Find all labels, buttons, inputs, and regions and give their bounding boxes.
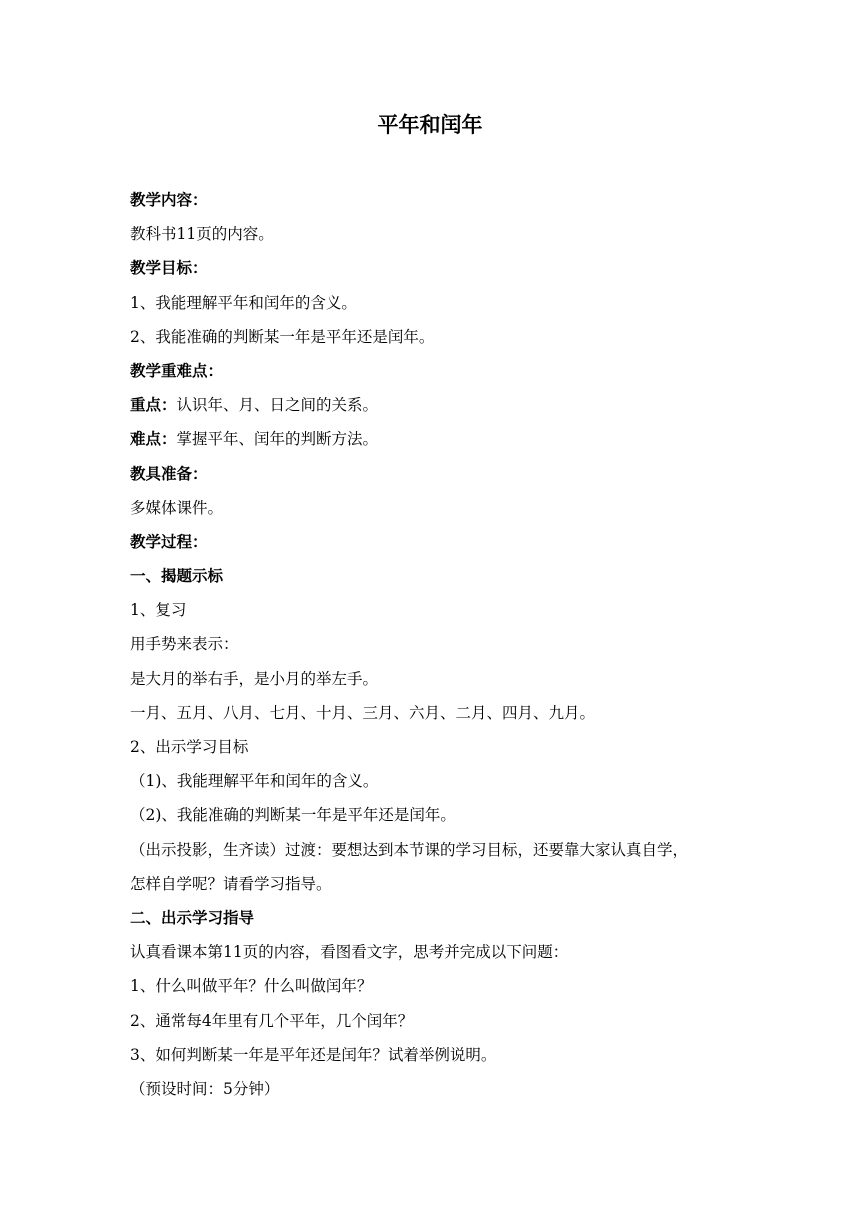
document-line (130, 251, 750, 285)
line-text: 2、通常每4年里有几个平年，几个闰年？ (130, 1011, 414, 1030)
line-text: 1、我能理解平年和闰年的含义。 (130, 293, 357, 312)
document-line (130, 901, 750, 935)
line-text: 2、出示学习目标 (130, 738, 249, 756)
document-line (130, 1004, 750, 1038)
document-line (130, 833, 750, 867)
line-heading: 一、揭题示标 (130, 567, 224, 586)
line-text: 1、什么叫做平年？什么叫做闰年？ (130, 977, 373, 996)
document-title: 平年和闰年 (377, 113, 483, 137)
line-heading: 教学过程： (130, 532, 208, 551)
document-line (130, 491, 750, 525)
line-text: 一月、五月、八月、七月、十月、三月、六月、二月、四月、九月。 (130, 703, 596, 722)
document-line (130, 935, 750, 969)
document-line (130, 525, 750, 559)
document-line (130, 183, 750, 217)
line-text: （1)、我能理解平年和闰年的含义。 (130, 772, 379, 791)
line-heading: 教学内容： (130, 191, 208, 209)
line-text: 是大月的举右手，是小月的举左手。 (130, 669, 379, 688)
document-line (130, 730, 750, 764)
document-line (130, 696, 750, 730)
line-text: 怎样自学呢？请看学习指导。 (130, 874, 332, 893)
line-heading: 教学重难点： (130, 361, 224, 380)
line-text: 掌握平年、闰年的判断方法。 (176, 430, 379, 449)
line-heading: 重点： (130, 396, 177, 415)
document-line (130, 422, 750, 456)
document-line (130, 457, 750, 491)
document-line (130, 969, 750, 1003)
line-text: 认识年、月、日之间的关系。 (176, 396, 379, 415)
document-line (130, 593, 750, 627)
document-line (130, 798, 750, 832)
line-text: （2)、我能准确的判断某一年是平年还是闰年。 (130, 806, 456, 825)
line-text: （出示投影，生齐读）过渡：要想达到本节课的学习目标，还要靠大家认真自学， (130, 840, 689, 859)
document-line (130, 867, 750, 901)
line-text: （预设时间：5分钟） (130, 1079, 280, 1098)
line-text: 多媒体课件。 (130, 498, 224, 517)
document-line (130, 559, 750, 593)
document-line (130, 662, 750, 696)
line-text: 认真看课本第11页的内容，看图看文字，思考并完成以下问题： (130, 943, 569, 962)
document-line (130, 388, 750, 422)
document-line (130, 354, 750, 388)
document-line (130, 320, 750, 354)
document-line (130, 286, 750, 320)
document-line (130, 764, 750, 798)
line-heading: 教学目标： (130, 259, 208, 278)
line-text: 教科书11页的内容。 (130, 225, 274, 244)
line-text: 2、我能准确的判断某一年是平年还是闰年。 (130, 327, 435, 346)
line-heading: 难点： (130, 430, 177, 449)
line-text: 3、如何判断某一年是平年还是闰年？试着举例说明。 (130, 1045, 497, 1064)
document-line (130, 627, 750, 661)
line-heading: 二、出示学习指导 (130, 908, 255, 927)
line-heading: 教具准备： (130, 464, 208, 483)
document-line (130, 217, 750, 251)
line-text: 用手势来表示： (130, 635, 239, 654)
document-line (130, 1038, 750, 1072)
document-body (130, 183, 750, 1106)
document-line (130, 1072, 750, 1106)
line-text: 1、复习 (130, 601, 187, 620)
